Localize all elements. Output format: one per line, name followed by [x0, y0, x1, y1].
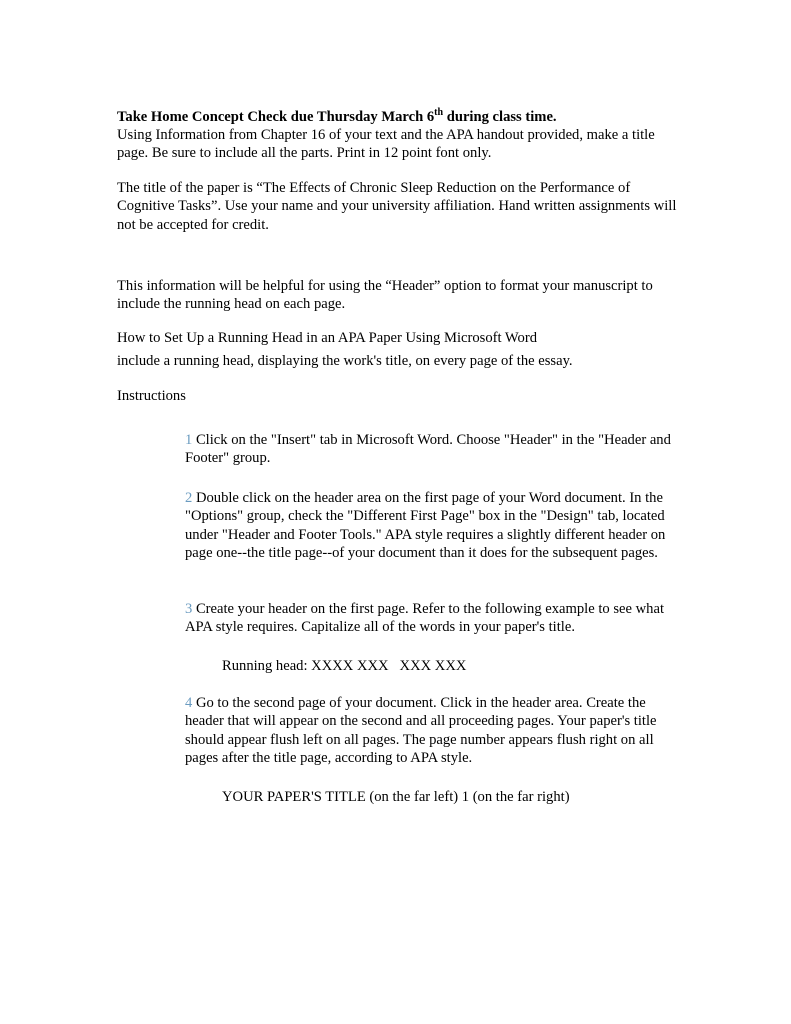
heading-text-end: during class time. [443, 109, 557, 125]
heading-text [117, 109, 557, 125]
paper-title-paragraph: The title of the paper is “The Effects of Chronic Sleep Reduction on the Performance of Cognitive Tasks”. Use your name and your university affiliation. Hand written assignments will not be accepted for credit. [117, 180, 677, 233]
heading-superscript: th [434, 107, 444, 119]
step-item [185, 489, 685, 563]
step-number: 2 [185, 490, 193, 506]
step-number: 3 [185, 601, 193, 617]
step-text: Click on the "Insert" tab in Microsoft Word. Choose "Header" in the "Header and Footer" group. [185, 432, 671, 467]
step-number: 1 [185, 432, 193, 448]
paper-title-header-example: YOUR PAPER'S TITLE (on the far left) 1 (on the far right) [222, 789, 570, 805]
instructions-label: Instructions [117, 388, 186, 404]
assignment-heading [117, 108, 697, 126]
step-number: 4 [185, 695, 193, 711]
step-item [185, 431, 685, 468]
heading-text-main: Take Home Concept Check due Thursday March 6 [117, 109, 435, 125]
step-text: Double click on the header area on the first page of your Word document. In the "Options" group, check the "Different First Page" box in the "Design" tab, located under "Header and Footer Tools." APA style requires a slightly different header on page one--the title page--of your document than it does for the subsequent pages. [185, 490, 666, 562]
step-text: Create your header on the first page. Refer to the following example to see what APA style requires. Capitalize all of the words in your paper's title. [185, 601, 664, 636]
step-text: Go to the second page of your document. Click in the header area. Create the header that will appear on the second and all proceeding pages. Your paper's title should appear flush left on all pages. The page number appears flush right on all pages after the title page, according to APA style. [185, 695, 657, 767]
include-running-head-line: include a running head, displaying the work's title, on every page of the essay. [117, 353, 573, 369]
running-head-example: Running head: XXXX XXX XXX XXX [222, 658, 467, 674]
step-item [185, 694, 685, 768]
how-to-heading: How to Set Up a Running Head in an APA Paper Using Microsoft Word [117, 330, 537, 346]
step-item [185, 600, 685, 637]
header-info-paragraph: This information will be helpful for using the “Header” option to format your manuscript to include the running head on each page. [117, 278, 653, 313]
intro-paragraph: Using Information from Chapter 16 of your text and the APA handout provided, make a title page. Be sure to include all the parts. Print in 12 point font only. [117, 127, 655, 162]
